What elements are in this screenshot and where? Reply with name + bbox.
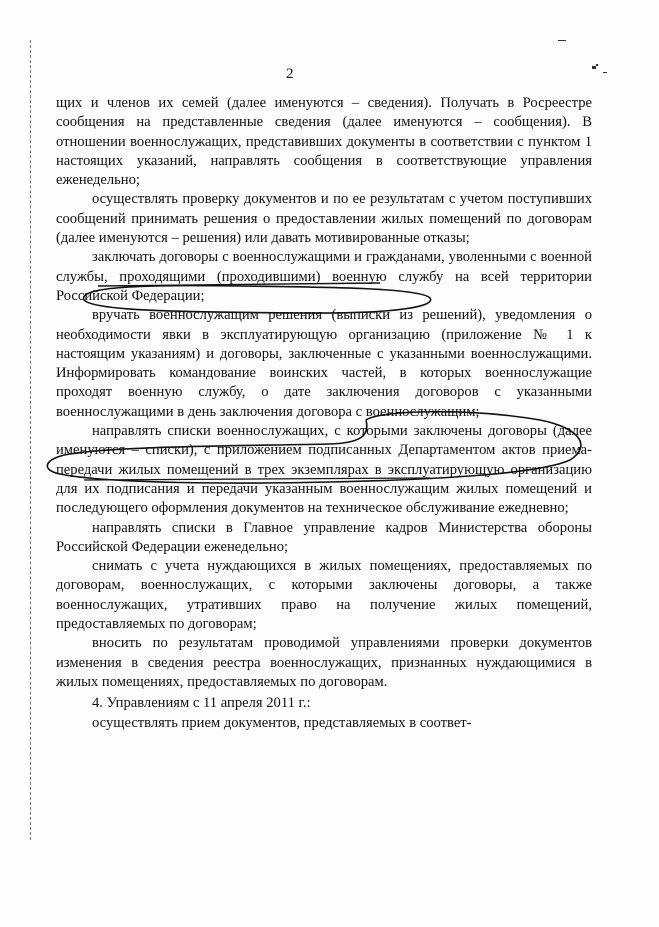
scan-margin-line bbox=[30, 40, 31, 840]
paragraph-7: снимать с учета нуждающихся в жилых помещениях, предоставляемых по договорам, военнослужащих, с которыми заключены договоры, а также военнослужащих, утративших право на получение жилых помещений, предоставляемых по договорам; bbox=[56, 558, 592, 633]
paragraph-5: направлять списки военнослужащих, с которыми заключены договоры (далее именуются – списки), с приложением подписанных Департаментом актов приема-передачи жилых помещений в трех экземплярах в эксплуатирующую организацию для их подписания и передачи указанным военнослужащим жилых помещений и последующего оформления документов на техническое обслуживание ежедневно; bbox=[56, 423, 592, 517]
paragraph-8: вносить по результатам проводимой управлениями проверки документов изменения в сведения реестра военнослужащих, признанных нуждающимися в жилых помещениях, предоставляемых по договорам. bbox=[56, 635, 592, 690]
paragraph-9: осуществлять прием документов, представляемых в соответ- bbox=[92, 714, 472, 731]
paragraph-1: щих и членов их семей (далее именуются – сведения). Получать в Росреестре сообщения на представленные сведения (далее именуются – сообщения). В отношении военнослужащих, представивших документы в соответствии с пунктом 1 настоящих указаний, направлять сообщения в соответствующие управления еженедельно; bbox=[56, 95, 592, 189]
paragraph-4: вручать военнослужащим решения (выписки из решений), уведомления о необходимости явки в эксплуатирующую организацию (приложение № 1 к настоящим указаниям) и договоры, заключенные с указанными военнослужащими. Информировать командование воинских частей, в которых военнослужащие проходят военную службу, о дате заключения договоров с указанными военнослужащими в день заключения договора с военнослужащим; bbox=[56, 307, 592, 420]
paragraph-2: осуществлять проверку документов и по ее результатам с учетом поступивших сообщений принимать решения о предоставлении жилых помещений по договорам (далее именуются – решения) или давать мотивированные отказы; bbox=[56, 191, 592, 247]
paragraph-3: заключать договоры с военнослужащими и гражданами, уволенными с военной службы, проходящими (проходившими) военную службу на всей территории Российской Федерации; bbox=[56, 249, 592, 304]
page-number: 2 bbox=[286, 66, 294, 82]
document-body bbox=[56, 94, 592, 733]
section-heading-4: 4. Управлениям с 11 апреля 2011 г.: bbox=[92, 695, 311, 712]
paragraph-6: направлять списки в Главное управление кадров Министерства обороны Российской Федерации еженедельно; bbox=[56, 519, 592, 555]
